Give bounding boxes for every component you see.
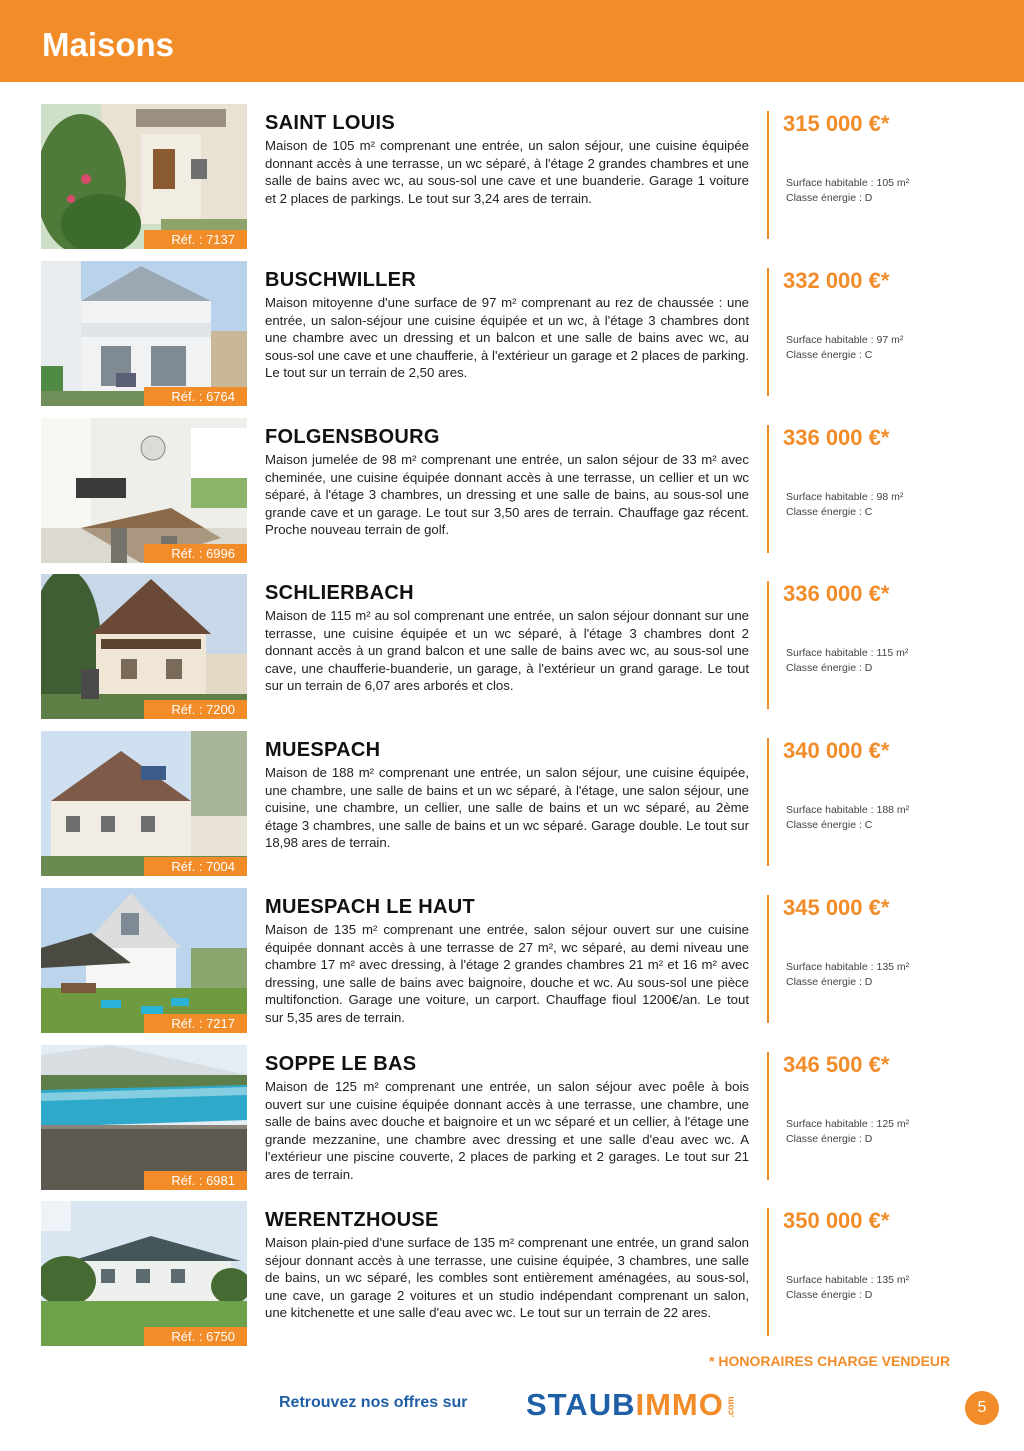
listing-item: [0, 261, 1024, 406]
staubimmo-logo[interactable]: [526, 1385, 741, 1425]
surface-label: Surface habitable : 98 m²: [786, 491, 904, 503]
divider: [767, 738, 769, 866]
page-header: [0, 0, 1024, 82]
listing-specs: [786, 803, 909, 833]
energy-class-label: Classe énergie : C: [786, 819, 873, 831]
listing-item: [0, 574, 1024, 719]
reference-label: Réf. : 7004: [144, 857, 247, 876]
listing-item: [0, 1201, 1024, 1346]
listing-specs: [786, 1273, 909, 1303]
listing-item: [0, 731, 1024, 876]
property-photo[interactable]: [41, 1045, 247, 1190]
listing-price: 336 000 €*: [783, 425, 890, 450]
surface-label: Surface habitable : 125 m²: [786, 1118, 910, 1130]
energy-class-label: Classe énergie : D: [786, 976, 873, 988]
energy-class-label: Classe énergie : D: [786, 662, 873, 674]
property-photo[interactable]: [41, 731, 247, 876]
logo-suffix: .com: [725, 1396, 736, 1418]
reference-label: Réf. : 7137: [144, 230, 247, 249]
energy-class-label: Classe énergie : D: [786, 192, 873, 204]
listing-specs: [786, 333, 903, 363]
reference-label: Réf. : 6764: [144, 387, 247, 406]
listing-description: Maison plain-pied d'une surface de 135 m² comprenant une entrée, un grand salon séjour donnant accès à une terrasse, une cuisine équipée, 3 chambres, une salle de bains, un wc séparé, les combles sont entièrement aménagées, au sous-sol, une cave, un garage 2 voitures et un studio indépendant comprenant un salon, une kitchenette et une salle d'eau avec wc. Le tout sur un terrain de 22 ares.: [265, 1235, 749, 1320]
divider: [767, 111, 769, 239]
listing-description: Maison de 115 m² au sol comprenant une entrée, un salon séjour donnant sur une terrasse, une cuisine équipée et un wc séparé, à l'étage 3 chambres dont 2 donnant accès à un grand balcon et une salle de bains avec wc, au sous-sol une cave, une chaufferie-buanderie, un garage, à l'extérieur un grand garage. Le tout sur un terrain de 6,07 ares arborés et clos.: [265, 608, 749, 693]
listing-city: SOPPE LE BAS: [265, 1053, 417, 1075]
logo-part-staub: STAUB: [526, 1387, 636, 1422]
listing-city: BUSCHWILLER: [265, 269, 417, 291]
listing-description: Maison mitoyenne d'une surface de 97 m² comprenant au rez de chaussée : une entrée, un salon-séjour une cuisine équipée et un wc, à l'étage 3 chambres dont une chambre avec un dressing et un balcon et une salle de bains avec wc, au sous-sol une cave et une chaufferie, à l'extérieur un garage et 2 places de parking. Le tout sur un terrain de 2,50 ares.: [265, 295, 749, 380]
listing-description: Maison jumelée de 98 m² comprenant une entrée, un salon séjour de 33 m² avec cheminée, une cuisine équipée donnant accès à une terrasse, un cellier et un wc séparé, à l'étage 3 chambres, un dressing et une salle de bains, au sous-sol une grande cave et un garage. Le tout sur 3,50 ares de terrain. Chauffage gaz récent. Proche nouveau terrain de golf.: [265, 452, 749, 537]
property-photo[interactable]: [41, 1201, 247, 1346]
footer-tagline: Retrouvez nos offres sur: [279, 1394, 468, 1411]
listing-specs: [786, 646, 908, 676]
listing-item: [0, 1045, 1024, 1190]
reference-label: Réf. : 7200: [144, 700, 247, 719]
listing-city: SCHLIERBACH: [265, 582, 414, 604]
listing-price: 332 000 €*: [783, 268, 890, 293]
reference-label: Réf. : 6981: [144, 1171, 247, 1190]
listing-specs: [786, 960, 909, 990]
reference-label: Réf. : 7217: [144, 1014, 247, 1033]
listing-specs: [786, 490, 903, 520]
page-number: 5: [965, 1391, 999, 1425]
surface-label: Surface habitable : 97 m²: [786, 334, 904, 346]
property-photo[interactable]: [41, 418, 247, 563]
property-photo[interactable]: [41, 574, 247, 719]
listing-price: 336 000 €*: [783, 581, 890, 606]
listing-price: 315 000 €*: [783, 111, 890, 136]
divider: [767, 581, 769, 709]
listing-description: Maison de 105 m² comprenant une entrée, un salon séjour, une cuisine équipée donnant accès à une terrasse, un wc séparé, à l'étage 2 grandes chambres et une salle de bains avec wc, au sous-sol une cave et une buanderie. Garage 1 voiture et 2 places de parkings. Le tout sur 3,24 ares de terrain.: [265, 138, 749, 206]
listing-specs: [786, 176, 909, 206]
listing-price: 340 000 €*: [783, 738, 890, 763]
listing-price: 345 000 €*: [783, 895, 890, 920]
property-photo[interactable]: [41, 261, 247, 406]
listing-city: SAINT LOUIS: [265, 112, 395, 134]
property-photo[interactable]: [41, 104, 247, 249]
listing-city: MUESPACH: [265, 739, 381, 761]
energy-class-label: Classe énergie : C: [786, 506, 873, 518]
page-title: Maisons: [42, 26, 175, 63]
listing-price: 350 000 €*: [783, 1208, 890, 1233]
property-photo[interactable]: [41, 888, 247, 1033]
listing-price: 346 500 €*: [783, 1052, 890, 1077]
fees-footnote: * HONORAIRES CHARGE VENDEUR: [709, 1353, 951, 1369]
surface-label: Surface habitable : 188 m²: [786, 804, 910, 816]
divider: [767, 1052, 769, 1180]
listing-item: [0, 104, 1024, 249]
surface-label: Surface habitable : 105 m²: [786, 177, 910, 189]
listing-specs: [786, 1117, 909, 1147]
divider: [767, 1208, 769, 1336]
energy-class-label: Classe énergie : D: [786, 1289, 873, 1301]
listing-description: Maison de 125 m² comprenant une entrée, un salon séjour avec poêle à bois ouvert sur une cuisine équipée donnant accès à une terrasse, une chambre, une salle de bains avec douche et baignoire et un wc séparé et un cellier, à l'étage une grande mezzanine, une chambre avec dressing et une salle d'eau avec wc. A l'extérieur une piscine couverte, 2 places de parking et 2 garages. Le tout sur 21 ares de terrain.: [265, 1079, 749, 1182]
divider: [767, 425, 769, 553]
surface-label: Surface habitable : 135 m²: [786, 1274, 910, 1286]
divider: [767, 268, 769, 396]
surface-label: Surface habitable : 135 m²: [786, 961, 910, 973]
energy-class-label: Classe énergie : D: [786, 1133, 873, 1145]
listing-item: [0, 418, 1024, 563]
listing-description: Maison de 135 m² comprenant une entrée, salon séjour ouvert sur une cuisine équipée donnant accès à une terrasse de 27 m², wc séparé, au demi niveau une chambre 17 m² avec dressing, à l'étage 2 grandes chambres 21 m² et 16 m² avec dressing, une salle de bains avec baignoire, douche et wc. Au sous-sol une pièce multifonction. Garage une voiture, un carport. Chauffage fioul 1200€/an. Le tout sur 5,35 ares de terrain.: [265, 922, 749, 1025]
listing-description: Maison de 188 m² comprenant une entrée, un salon séjour, une cuisine équipée, une chambre, une salle de bains et un wc séparé, à l'étage, une salon séjour, une cuisine, une chambre, un cellier, une salle de bains et un wc séparé, au 2ème étage 3 chambres, une salle de bains et un wc séparé. Garage double. Le tout sur 18,98 ares de terrain.: [265, 765, 749, 850]
listing-city: FOLGENSBOURG: [265, 426, 440, 448]
energy-class-label: Classe énergie : C: [786, 349, 873, 361]
logo-part-immo: IMMO: [635, 1387, 724, 1422]
listing-city: WERENTZHOUSE: [265, 1209, 439, 1231]
listing-city: MUESPACH LE HAUT: [265, 896, 475, 918]
surface-label: Surface habitable : 115 m²: [786, 647, 909, 659]
divider: [767, 895, 769, 1023]
listing-item: [0, 888, 1024, 1033]
reference-label: Réf. : 6750: [144, 1327, 247, 1346]
reference-label: Réf. : 6996: [144, 544, 247, 563]
